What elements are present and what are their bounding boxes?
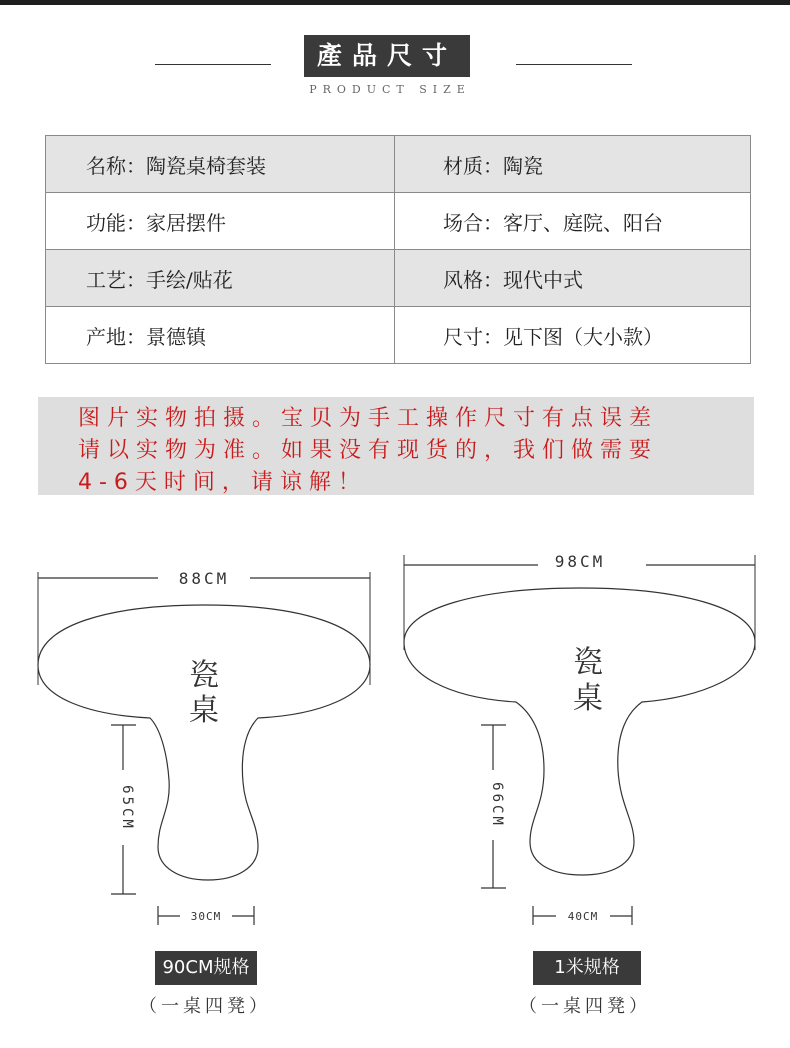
base-width-small: 30CM: [190, 910, 222, 923]
product-name-small-top: 瓷: [189, 658, 219, 693]
spec-style: 风格：现代中式: [395, 250, 751, 307]
spec-size: 尺寸：见下图（大小款）: [395, 307, 751, 364]
top-width-small: 88CM: [178, 569, 230, 588]
product-name-large-top: 瓷: [573, 645, 603, 680]
set-note-large: （一桌四凳）: [519, 996, 651, 1017]
section-subtitle: PRODUCT SIZE: [309, 83, 471, 96]
spec-function: 功能：家居摆件: [46, 193, 395, 250]
size-label-small: 90CM规格: [155, 951, 257, 985]
spec-origin: 产地：景德镇: [46, 307, 395, 364]
spec-material: 材质：陶瓷: [395, 136, 751, 193]
spec-occasion: 场合：客厅、庭院、阳台: [395, 193, 751, 250]
notice-line-2: 请以实物为准。如果没有现货的，我们做需要: [78, 438, 659, 463]
spec-craft: 工艺：手绘/贴花: [46, 250, 395, 307]
set-note-small: （一桌四凳）: [139, 996, 271, 1017]
section-title: 產品尺寸: [304, 35, 470, 77]
spec-row-craft: [46, 250, 751, 307]
spec-row-function: [46, 193, 751, 250]
size-label-large: 1米规格: [533, 951, 641, 985]
height-small: 65CM: [119, 785, 135, 831]
spec-name: 名称：陶瓷桌椅套装: [46, 136, 395, 193]
product-name-large-bottom: 桌: [573, 681, 603, 716]
base-width-large: 40CM: [567, 910, 599, 923]
notice-box: [38, 397, 754, 495]
table-drawing-small: [38, 572, 370, 925]
top-border-bar: [0, 0, 790, 5]
spec-row-origin: [46, 307, 751, 364]
notice-line-1: 图片实物拍摄。宝贝为手工操作尺寸有点误差: [78, 406, 659, 431]
title-left-rule: [155, 64, 271, 65]
spec-row-material: [46, 136, 751, 193]
spec-table: [45, 135, 751, 364]
notice-line-3: 4-6天时间，请谅解！: [78, 470, 367, 495]
title-right-rule: [516, 64, 632, 65]
top-width-large: 98CM: [554, 552, 606, 571]
height-large: 66CM: [489, 782, 505, 828]
product-drawings: [0, 520, 790, 930]
product-name-small-bottom: 桌: [189, 693, 219, 728]
table-drawing-large: [404, 555, 755, 925]
